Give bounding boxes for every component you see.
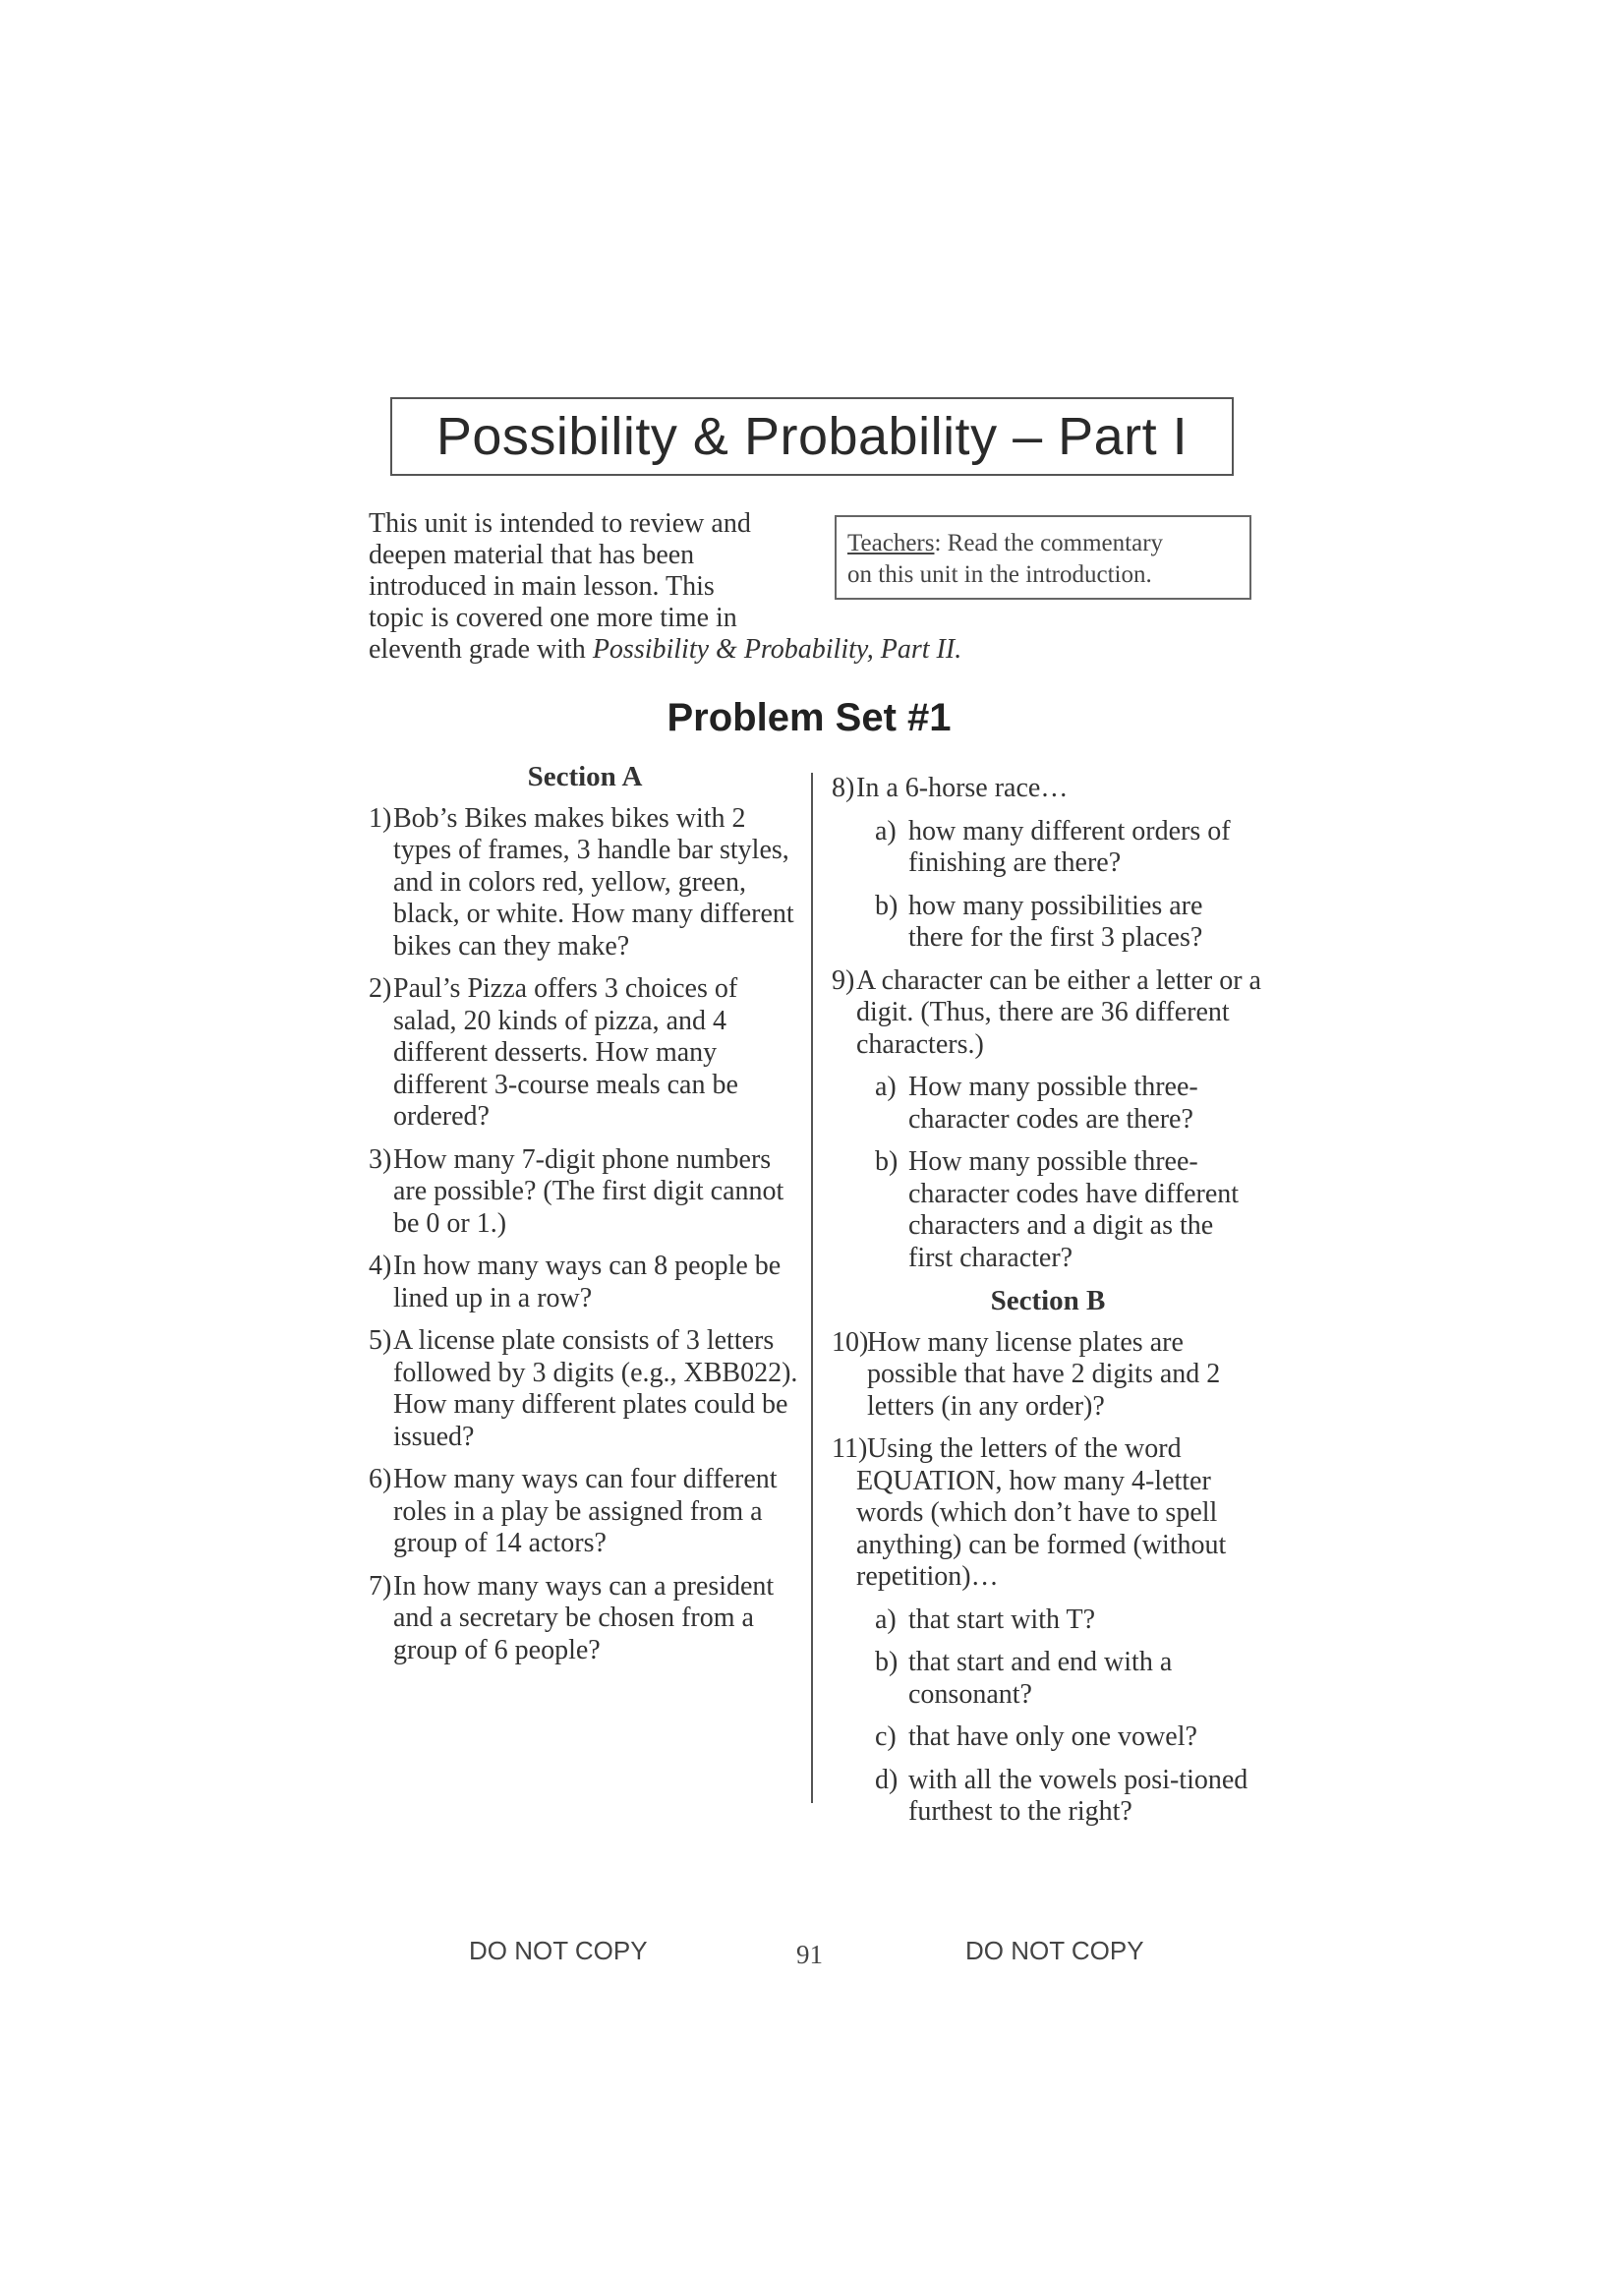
question-11a: [832, 1604, 1264, 1637]
unit-title-box: [390, 397, 1234, 476]
question-9b: [832, 1146, 1264, 1274]
column-divider: [811, 773, 813, 1803]
intro-line: This unit is intended to review and: [369, 508, 751, 539]
question-4: [369, 1251, 801, 1314]
footer-do-not-copy-left: DO NOT COPY: [469, 1936, 648, 1965]
question-1: [369, 803, 801, 963]
question-number: 8): [832, 773, 855, 803]
question-8a: [832, 816, 1264, 880]
question-number: 3): [369, 1143, 392, 1175]
sub-label: b): [875, 890, 899, 921]
question-text: In how many ways can a president and a secretary be chosen from a group of 6 people?: [393, 1570, 775, 1665]
section-a-heading: Section A: [527, 761, 643, 792]
right-column: [832, 773, 1264, 1839]
question-8: [832, 773, 1264, 805]
teachers-note-line2: on this unit in the introduction.: [847, 561, 1152, 588]
question-11b: [832, 1647, 1264, 1711]
intro-line: [369, 634, 1116, 666]
question-9: [832, 965, 1264, 1062]
sub-text: with all the vowels posi-tioned furthest to the right?: [908, 1764, 1248, 1827]
sub-label: b): [875, 1647, 899, 1677]
sub-text: how many possibilities are there for the first 3 places?: [908, 890, 1203, 953]
intro-line: introduced in main lesson. This: [369, 571, 715, 602]
teachers-note-box: [835, 515, 1251, 600]
question-number: 2): [369, 973, 392, 1004]
page-number: 91: [796, 1940, 823, 1969]
question-11c: [832, 1721, 1264, 1754]
question-number: 4): [369, 1251, 392, 1281]
question-number: 7): [369, 1570, 392, 1602]
question-7: [369, 1571, 801, 1667]
question-11: [832, 1433, 1264, 1594]
sub-label: b): [875, 1146, 899, 1177]
sub-text: that have only one vowel?: [908, 1721, 1197, 1752]
question-number: 1): [369, 802, 392, 834]
question-10: [832, 1327, 1264, 1424]
left-column: [369, 761, 801, 1677]
question-9a: [832, 1072, 1264, 1136]
question-text: A character can be either a letter or a digit. (Thus, there are 36 different characters.): [856, 964, 1261, 1060]
intro-book-title: Possibility & Probability, Part II.: [592, 634, 962, 665]
sub-label: c): [875, 1721, 897, 1752]
sub-label: a): [875, 815, 897, 846]
question-5: [369, 1325, 801, 1453]
question-text: How many ways can four different roles in a play be assigned from a group of 14 actors?: [393, 1464, 778, 1558]
question-text: A license plate consists of 3 letters followed by 3 digits (e.g., XBB022). How many different plates could be issued?: [393, 1325, 798, 1452]
teachers-label: Teachers: [847, 530, 935, 556]
teachers-note-line1: : Read the commentary: [934, 530, 1164, 556]
unit-title: Possibility & Probability – Part I: [435, 407, 1189, 466]
problem-set-title: Problem Set #1: [667, 696, 952, 739]
question-text: Paul’s Pizza offers 3 choices of salad, 20 kinds of pizza, and 4 different desserts. How many different 3-course meals can be ordered?: [393, 973, 738, 1132]
intro-line: topic is covered one more time in: [369, 603, 737, 633]
question-text: Using the letters of the word EQUATION, how many 4-letter words (which don’t have to spell anything) can be formed (without repetition)…: [856, 1433, 1227, 1592]
question-text: In how many ways can 8 people be lined up in a row?: [393, 1251, 782, 1313]
question-3: [369, 1144, 801, 1241]
sub-label: a): [875, 1603, 897, 1635]
section-b-heading: Section B: [990, 1285, 1106, 1316]
footer-do-not-copy-right: DO NOT COPY: [965, 1936, 1144, 1965]
sub-text: how many different orders of finishing are there?: [908, 815, 1231, 878]
question-number: 6): [369, 1464, 392, 1494]
question-number: 10): [832, 1326, 869, 1358]
question-2: [369, 973, 801, 1134]
question-text: In a 6-horse race…: [856, 773, 1069, 803]
intro-last-prefix: eleventh grade with: [369, 634, 593, 665]
intro-line: deepen material that has been: [369, 540, 695, 570]
question-text: How many 7-digit phone numbers are possible? (The first digit cannot be 0 or 1.): [393, 1143, 784, 1239]
sub-label: d): [875, 1764, 899, 1795]
question-8b: [832, 891, 1264, 955]
sub-text: that start with T?: [908, 1603, 1095, 1635]
question-11d: [832, 1765, 1264, 1829]
question-number: 11): [832, 1433, 868, 1464]
question-text: How many license plates are possible that have 2 digits and 2 letters (in any order)?: [867, 1326, 1221, 1422]
question-text: Bob’s Bikes makes bikes with 2 types of frames, 3 handle bar styles, and in colors red, yellow, green, black, or white. How many different bikes can they make?: [393, 802, 794, 962]
question-number: 5): [369, 1325, 392, 1356]
question-number: 9): [832, 964, 855, 996]
sub-text: How many possible three-character codes are there?: [908, 1072, 1198, 1135]
sub-label: a): [875, 1072, 897, 1102]
sub-text: How many possible three-character codes have different characters and a digit as the first character?: [908, 1146, 1240, 1273]
sub-text: that start and end with a consonant?: [908, 1647, 1173, 1710]
question-6: [369, 1464, 801, 1560]
